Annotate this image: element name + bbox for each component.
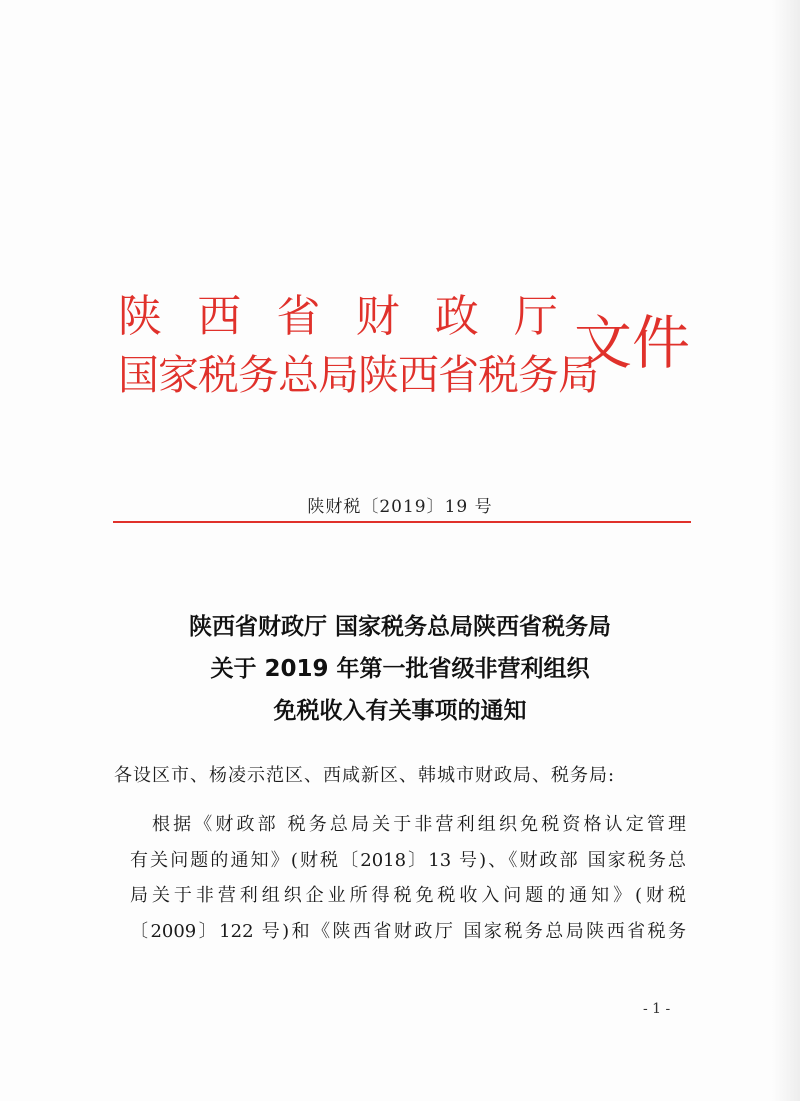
letterhead-char: 政 <box>434 291 479 342</box>
document-number: 陕财税〔2019〕19 号 <box>307 497 493 517</box>
letterhead-char: 省 <box>276 291 321 342</box>
scan-shadow-edge <box>772 0 800 1101</box>
salutation: 各设区市、杨凌示范区、西咸新区、韩城市财政局、税务局: <box>114 765 616 786</box>
red-letterhead <box>118 292 718 412</box>
red-divider-line <box>113 521 691 523</box>
title-line: 关于 2019 年第一批省级非营利组织 <box>210 656 590 682</box>
letterhead-line-tax-bureau: 国家税务总局陕西省税务局 <box>118 351 598 399</box>
document-title <box>0 606 800 732</box>
letterhead-char: 厅 <box>513 291 558 342</box>
title-line: 免税收入有关事项的通知 <box>273 698 527 724</box>
letterhead-line-finance-dept <box>118 292 558 342</box>
body-line: 根据《财政部 税务总局关于非营利组织免税资格认定管理 <box>152 814 686 835</box>
letterhead-char: 西 <box>197 291 242 342</box>
body-line: 〔2009〕122 号)和《陕西省财政厅 国家税务总局陕西省税务 <box>130 920 686 942</box>
body-line: 有关问题的通知》(财税〔2018〕13 号)、《财政部 国家税务总 <box>130 849 686 871</box>
title-line: 陕西省财政厅 国家税务总局陕西省税务局 <box>188 614 611 640</box>
letterhead-suffix: 文件 <box>574 309 691 377</box>
letterhead-char: 陕 <box>118 291 162 342</box>
body-line: 局关于非营利组织企业所得税免税收入问题的通知》(财税 <box>130 885 686 906</box>
page-number: - 1 - <box>643 1001 671 1017</box>
body-paragraph <box>130 807 686 949</box>
letterhead-char: 财 <box>355 291 400 342</box>
